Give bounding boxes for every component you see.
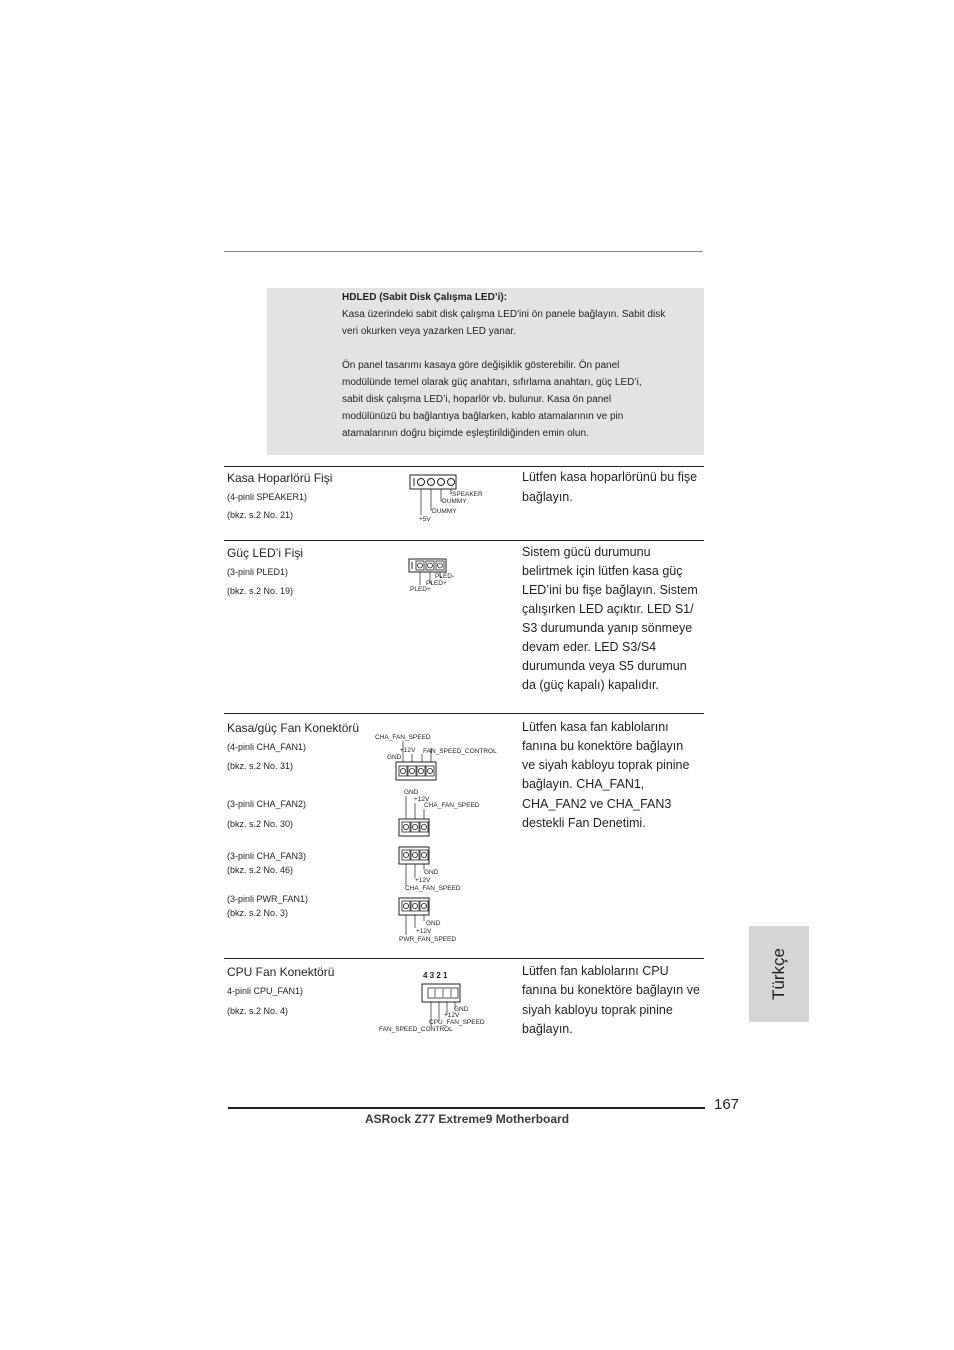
cha-fan3-sub1: (3-pinli CHA_FAN3) bbox=[227, 851, 307, 861]
note-line: sabit disk çalışma LED’i, hoparlör vb. bulunur. Kasa ön panel bbox=[342, 394, 612, 405]
cha-fan1-sub1: (4-pinli CHA_FAN1) bbox=[227, 742, 307, 752]
note-title: HDLED (Sabit Disk Çalışma LED’i): bbox=[342, 292, 508, 303]
speaker-desc-line: bağlayın. bbox=[522, 490, 573, 504]
pin-label: CHA_FAN_SPEED bbox=[424, 802, 480, 809]
pin-label: DUMMY bbox=[432, 508, 457, 515]
language-tab bbox=[749, 926, 809, 1022]
section-rule bbox=[224, 540, 704, 541]
pin-label: CPU_FAN_SPEED bbox=[429, 1019, 485, 1026]
power-led-desc-line: durumunda veya S5 durumun bbox=[522, 659, 687, 673]
note-line: atamalarının doğru biçimde eşleştirildiğinden emin olun. bbox=[342, 428, 589, 439]
speaker-sub2: (bkz. s.2 No. 21) bbox=[227, 510, 294, 520]
pwr-fan-sub1: (3-pinli PWR_FAN1) bbox=[227, 894, 309, 904]
pin-label: GND bbox=[424, 869, 439, 876]
pwr-fan-diagram bbox=[396, 895, 496, 945]
cha-fan-desc-line: fanına bu konektöre bağlayın bbox=[522, 739, 684, 753]
note-line: Ön panel tasarımı kasaya göre değişiklik gösterebilir. Ön panel bbox=[342, 360, 620, 371]
cha-fan2-sub2: (bkz. s.2 No. 30) bbox=[227, 819, 294, 829]
cha-fan-desc-line: ve siyah kabloyu toprak pinine bbox=[522, 758, 690, 772]
section-rule bbox=[224, 958, 704, 959]
footer-rule bbox=[228, 1107, 705, 1109]
top-rule bbox=[224, 251, 703, 252]
cha-fan-desc-line: bağlayın. CHA_FAN1, bbox=[522, 777, 645, 791]
pin-label: GND bbox=[404, 789, 419, 796]
power-led-desc-line: Sistem gücü durumunu bbox=[522, 545, 651, 559]
pin-label: +12V bbox=[415, 877, 431, 884]
cha-fan-desc-line: destekli Fan Denetimi. bbox=[522, 816, 646, 830]
cha-fan2-sub1: (3-pinli CHA_FAN2) bbox=[227, 799, 307, 809]
power-led-header-diagram bbox=[404, 555, 474, 595]
note-line: Kasa üzerindeki sabit disk çalışma LED'ini ön panele bağlayın. Sabit disk bbox=[342, 309, 666, 320]
cpu-fan-label: CPU Fan Konektörü bbox=[227, 965, 335, 979]
cha-fan3-diagram bbox=[396, 845, 496, 895]
pin-label: +12V bbox=[444, 1012, 460, 1019]
pin-label: FAN_SPEED_CONTROL bbox=[423, 748, 497, 755]
power-led-desc-line: S3 durumunda yanıp sönmeye bbox=[522, 621, 693, 635]
cha-fan2-diagram bbox=[396, 786, 496, 840]
pin-label: PLED+ bbox=[426, 580, 447, 587]
cha-fan3-sub2: (bkz. s.2 No. 46) bbox=[227, 865, 294, 875]
speaker-label: Kasa Hoparlörü Fişi bbox=[227, 471, 333, 485]
cha-fan-desc-line: CHA_FAN2 ve CHA_FAN3 bbox=[522, 797, 672, 811]
note-line: modülünüzü bu bağlantıya bağlarken, kablo atamalarının ve pin bbox=[342, 411, 624, 422]
power-led-sub1: (3-pinli PLED1) bbox=[227, 567, 289, 577]
speaker-header-diagram bbox=[404, 470, 494, 525]
note-line: modülünde temel olarak güç anahtarı, sıfırlama anahtarı, güç LED’i, bbox=[342, 377, 642, 388]
cha-fan1-diagram bbox=[372, 730, 512, 785]
footer-text: ASRock Z77 Extreme9 Motherboard bbox=[365, 1112, 570, 1126]
cpu-fan-desc-line: siyah kabloyu toprak pinine bbox=[522, 1003, 673, 1017]
note-line: veri okurken veya yazarken LED yanar. bbox=[342, 326, 516, 337]
pin-label: CHA_FAN_SPEED bbox=[405, 885, 461, 892]
pin-label: PLED+ bbox=[410, 586, 431, 593]
power-led-desc-line: belirtmek için lütfen kasa güç bbox=[522, 564, 683, 578]
power-led-desc-line: da (güç kapalı) kapalıdır. bbox=[522, 678, 659, 692]
cpu-fan-diagram bbox=[376, 968, 496, 1036]
section-rule bbox=[224, 713, 704, 714]
power-led-desc-line: LED’ini bu fişe bağlayın. Sistem bbox=[522, 583, 698, 597]
pwr-fan-sub2: (bkz. s.2 No. 3) bbox=[227, 908, 289, 918]
power-led-label: Güç LED’i Fişi bbox=[227, 546, 304, 560]
pin-label: DUMMY bbox=[442, 498, 467, 505]
pin-label: PLED- bbox=[435, 573, 455, 580]
pin-label: GND bbox=[426, 920, 441, 927]
page-number: 167 bbox=[714, 1096, 740, 1113]
pin-label: GND bbox=[454, 1006, 469, 1013]
pin-label: FAN_SPEED_CONTROL bbox=[379, 1026, 453, 1033]
section-rule bbox=[224, 466, 704, 467]
pin-label: SPEAKER bbox=[452, 491, 483, 498]
cha-fan-desc-line: Lütfen kasa fan kablolarını bbox=[522, 720, 669, 734]
language-tab-label: Türkçe bbox=[769, 948, 788, 1000]
speaker-desc-line: Lütfen kasa hoparlörünü bu fişe bbox=[522, 470, 698, 484]
power-led-sub2: (bkz. s.2 No. 19) bbox=[227, 586, 294, 596]
pin-label: +12V bbox=[400, 747, 416, 754]
cpu-fan-sub1: 4-pinli CPU_FAN1) bbox=[227, 986, 304, 996]
cpu-fan-desc-line: bağlayın. bbox=[522, 1022, 573, 1036]
power-led-desc-line: devam eder. LED S3/S4 bbox=[522, 640, 657, 654]
pin-label: +12V bbox=[416, 928, 432, 935]
cpu-fan-desc-line: fanına bu konektöre bağlayın ve bbox=[522, 983, 700, 997]
pin-label: +5V bbox=[419, 516, 431, 523]
cpu-fan-sub2: (bkz. s.2 No. 4) bbox=[227, 1006, 289, 1016]
pin-label: GND bbox=[387, 754, 402, 761]
pin-numbers: 4 3 2 1 bbox=[423, 971, 448, 980]
cha-fan1-sub2: (bkz. s.2 No. 31) bbox=[227, 761, 294, 771]
pin-label: CHA_FAN_SPEED bbox=[375, 734, 431, 741]
pin-label: PWR_FAN_SPEED bbox=[399, 936, 457, 943]
power-led-desc-line: çalışırken LED açıktır. LED S1/ bbox=[522, 602, 694, 616]
pin-label: +12V bbox=[414, 796, 430, 803]
speaker-sub1: (4-pinli SPEAKER1) bbox=[227, 492, 308, 502]
cpu-fan-desc-line: Lütfen fan kablolarını CPU bbox=[522, 964, 669, 978]
cha-fan-label: Kasa/güç Fan Konektörü bbox=[227, 721, 360, 735]
